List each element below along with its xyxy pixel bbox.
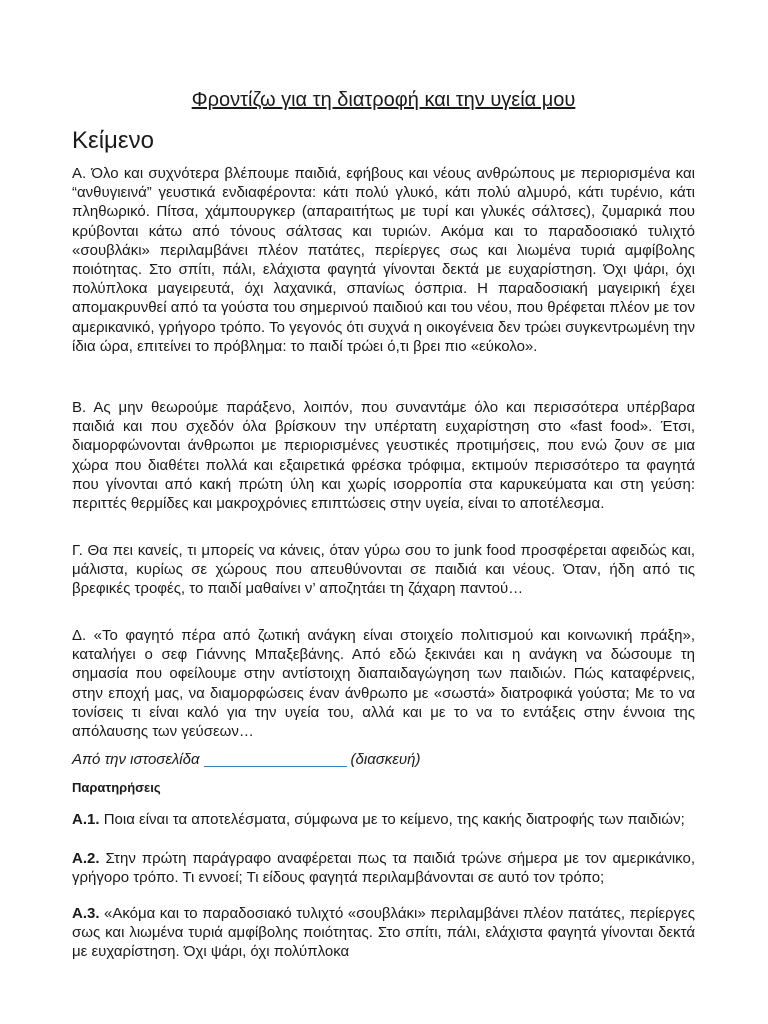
paragraph-a: Α. Όλο και συχνότερα βλέπουμε παιδιά, εφήβους και νέους ανθρώπους με περιορισμένα και “ανθυγιεινά” γευστικά ενδιαφέροντα: κάτι πολύ γλυκό, κάτι πολύ αλμυρό, κάτι τυρένιο, κάτι πληθωρικό. Πίτσα, χάμπουργκερ (απαραιτήτως με τυρί και γλυκές σάλτσες), ζυμαρικά που κρύβονται κάτω από τόνους σάλτσας και τυριών. Ακόμα και το παραδοσιακό τυλιχτό «σουβλάκι» περιλαμβάνει πλέον πατάτες, περίεργες σως και λιωμένα τυριά αμφίβολης ποιότητας. Στο σπίτι, πάλι, ελάχιστα φαγητά γίνονται δεκτά με ευχαρίστηση. Όχι ψάρι, όχι πολύπλοκα μαγειρευτά, όχι λαχανικά, σπανίως όσπρια. Η παραδοσιακή μαγειρική έχει απομακρυνθεί από τα γούστα του σημερινού παιδιού και του νέου, που θρέφεται πλέον με τον αμερικανικό, γρήγορο τρόπο. Το γεγονός ότι συχνά η οικογένεια δεν τρώει συγκεντρωμένη την ίδια ώρα, επιτείνει το πρόβλημα: το παιδί τρώει ό,τι βρει πιο «εύκολο».	[72, 165, 695, 355]
question-label: Α.1.	[72, 811, 100, 828]
paragraph-c: Γ. Θα πει κανείς, τι μπορείς να κάνεις, όταν γύρω σου το junk food προσφέρεται αφειδώς και, μάλιστα, κυρίως σε χώρους που απευθύνονται σε παιδιά και νέους. Όταν, ήδη από τις βρεφικές τροφές, το παιδί μαθαίνει ν’ αποζητάει τη ζάχαρη παντού…	[72, 542, 695, 598]
source-line	[72, 751, 420, 768]
question-text: Ποια είναι τα αποτελέσματα, σύμφωνα με το κείμενο, της κακής διατροφής των παιδιών;	[103, 811, 685, 828]
question-text: «Ακόμα και το παραδοσιακό τυλιχτό «σουβλάκι» περιλαμβάνει πλέον πατάτες, περίεργες σως και λιωμένα τυριά αμφίβολης ποιότητας. Στο σπίτι, πάλι, ελάχιστα φαγητά γίνονται δεκτά με ευχαρίστηση. Όχι ψάρι, όχι πολύπλοκα	[72, 905, 695, 961]
source-blank-line	[204, 766, 347, 767]
paragraph-b: Β. Ας μην θεωρούμε παράξενο, λοιπόν, που συναντάμε όλο και περισσότερα υπέρβαρα παιδιά και που σχεδόν όλα βρίσκουν την υπέρτατη ευχαρίστηση στο «fast food». Έτσι, διαμορφώνονται άνθρωποι με περιορισμένες γευστικές προτιμήσεις, που ενώ ζουν σε μια χώρα που διαθέτει πολλά και εξαιρετικά φρέσκα τρόφιμα, εκτιμούν περισσότερο τα φαγητά που γίνονται από κακή πρώτη ύλη και χωρίς ισορροπία στα καρυκεύματα και στη γεύση: περιττές θερμίδες και μακροχρόνιες επιπτώσεις στην υγεία, είναι το αποτέλεσμα.	[72, 399, 695, 513]
question-a1	[72, 810, 695, 829]
source-prefix: Από την ιστοσελίδα	[72, 751, 200, 768]
question-label: Α.2.	[72, 850, 100, 867]
question-label: Α.3.	[72, 905, 100, 922]
question-a2	[72, 849, 695, 887]
document-title: Φροντίζω για τη διατροφή και την υγεία μου	[191, 89, 576, 111]
notes-title: Παρατηρήσεις	[72, 780, 161, 795]
source-suffix: (διασκευή)	[350, 751, 421, 768]
paragraph-d: Δ. «Το φαγητό πέρα από ζωτική ανάγκη είναι στοιχείο πολιτισμού και κοινωνική πράξη», καταλήγει ο σεφ Γιάννης Μπαξεβάνης. Από εδώ ξεκινάει και η ανάγκη να δώσουμε τη σημασία που οφείλουμε στην αντίστοιχη διαπαιδαγώγηση των παιδιών. Πώς καταφέρνεις, στην εποχή μας, να διαμορφώσεις έναν άνθρωπο με «σωστά» διατροφικά γούστα; Με το να τονίσεις τι είναι καλό για την υγεία του, αλλά και με το να το εντάξεις στην έννοια της απόλαυσης των γεύσεων…	[72, 627, 695, 741]
question-a3	[72, 904, 695, 962]
section-heading: Κείμενο	[72, 127, 154, 154]
question-text: Στην πρώτη παράγραφο αναφέρεται πως τα παιδιά τρώνε σήμερα με τον αμερικάνικο, γρήγορο τρόπο. Τι εννοεί; Τι είδους φαγητά περιλαμβάνονται σε αυτό τον τρόπο;	[72, 850, 695, 887]
